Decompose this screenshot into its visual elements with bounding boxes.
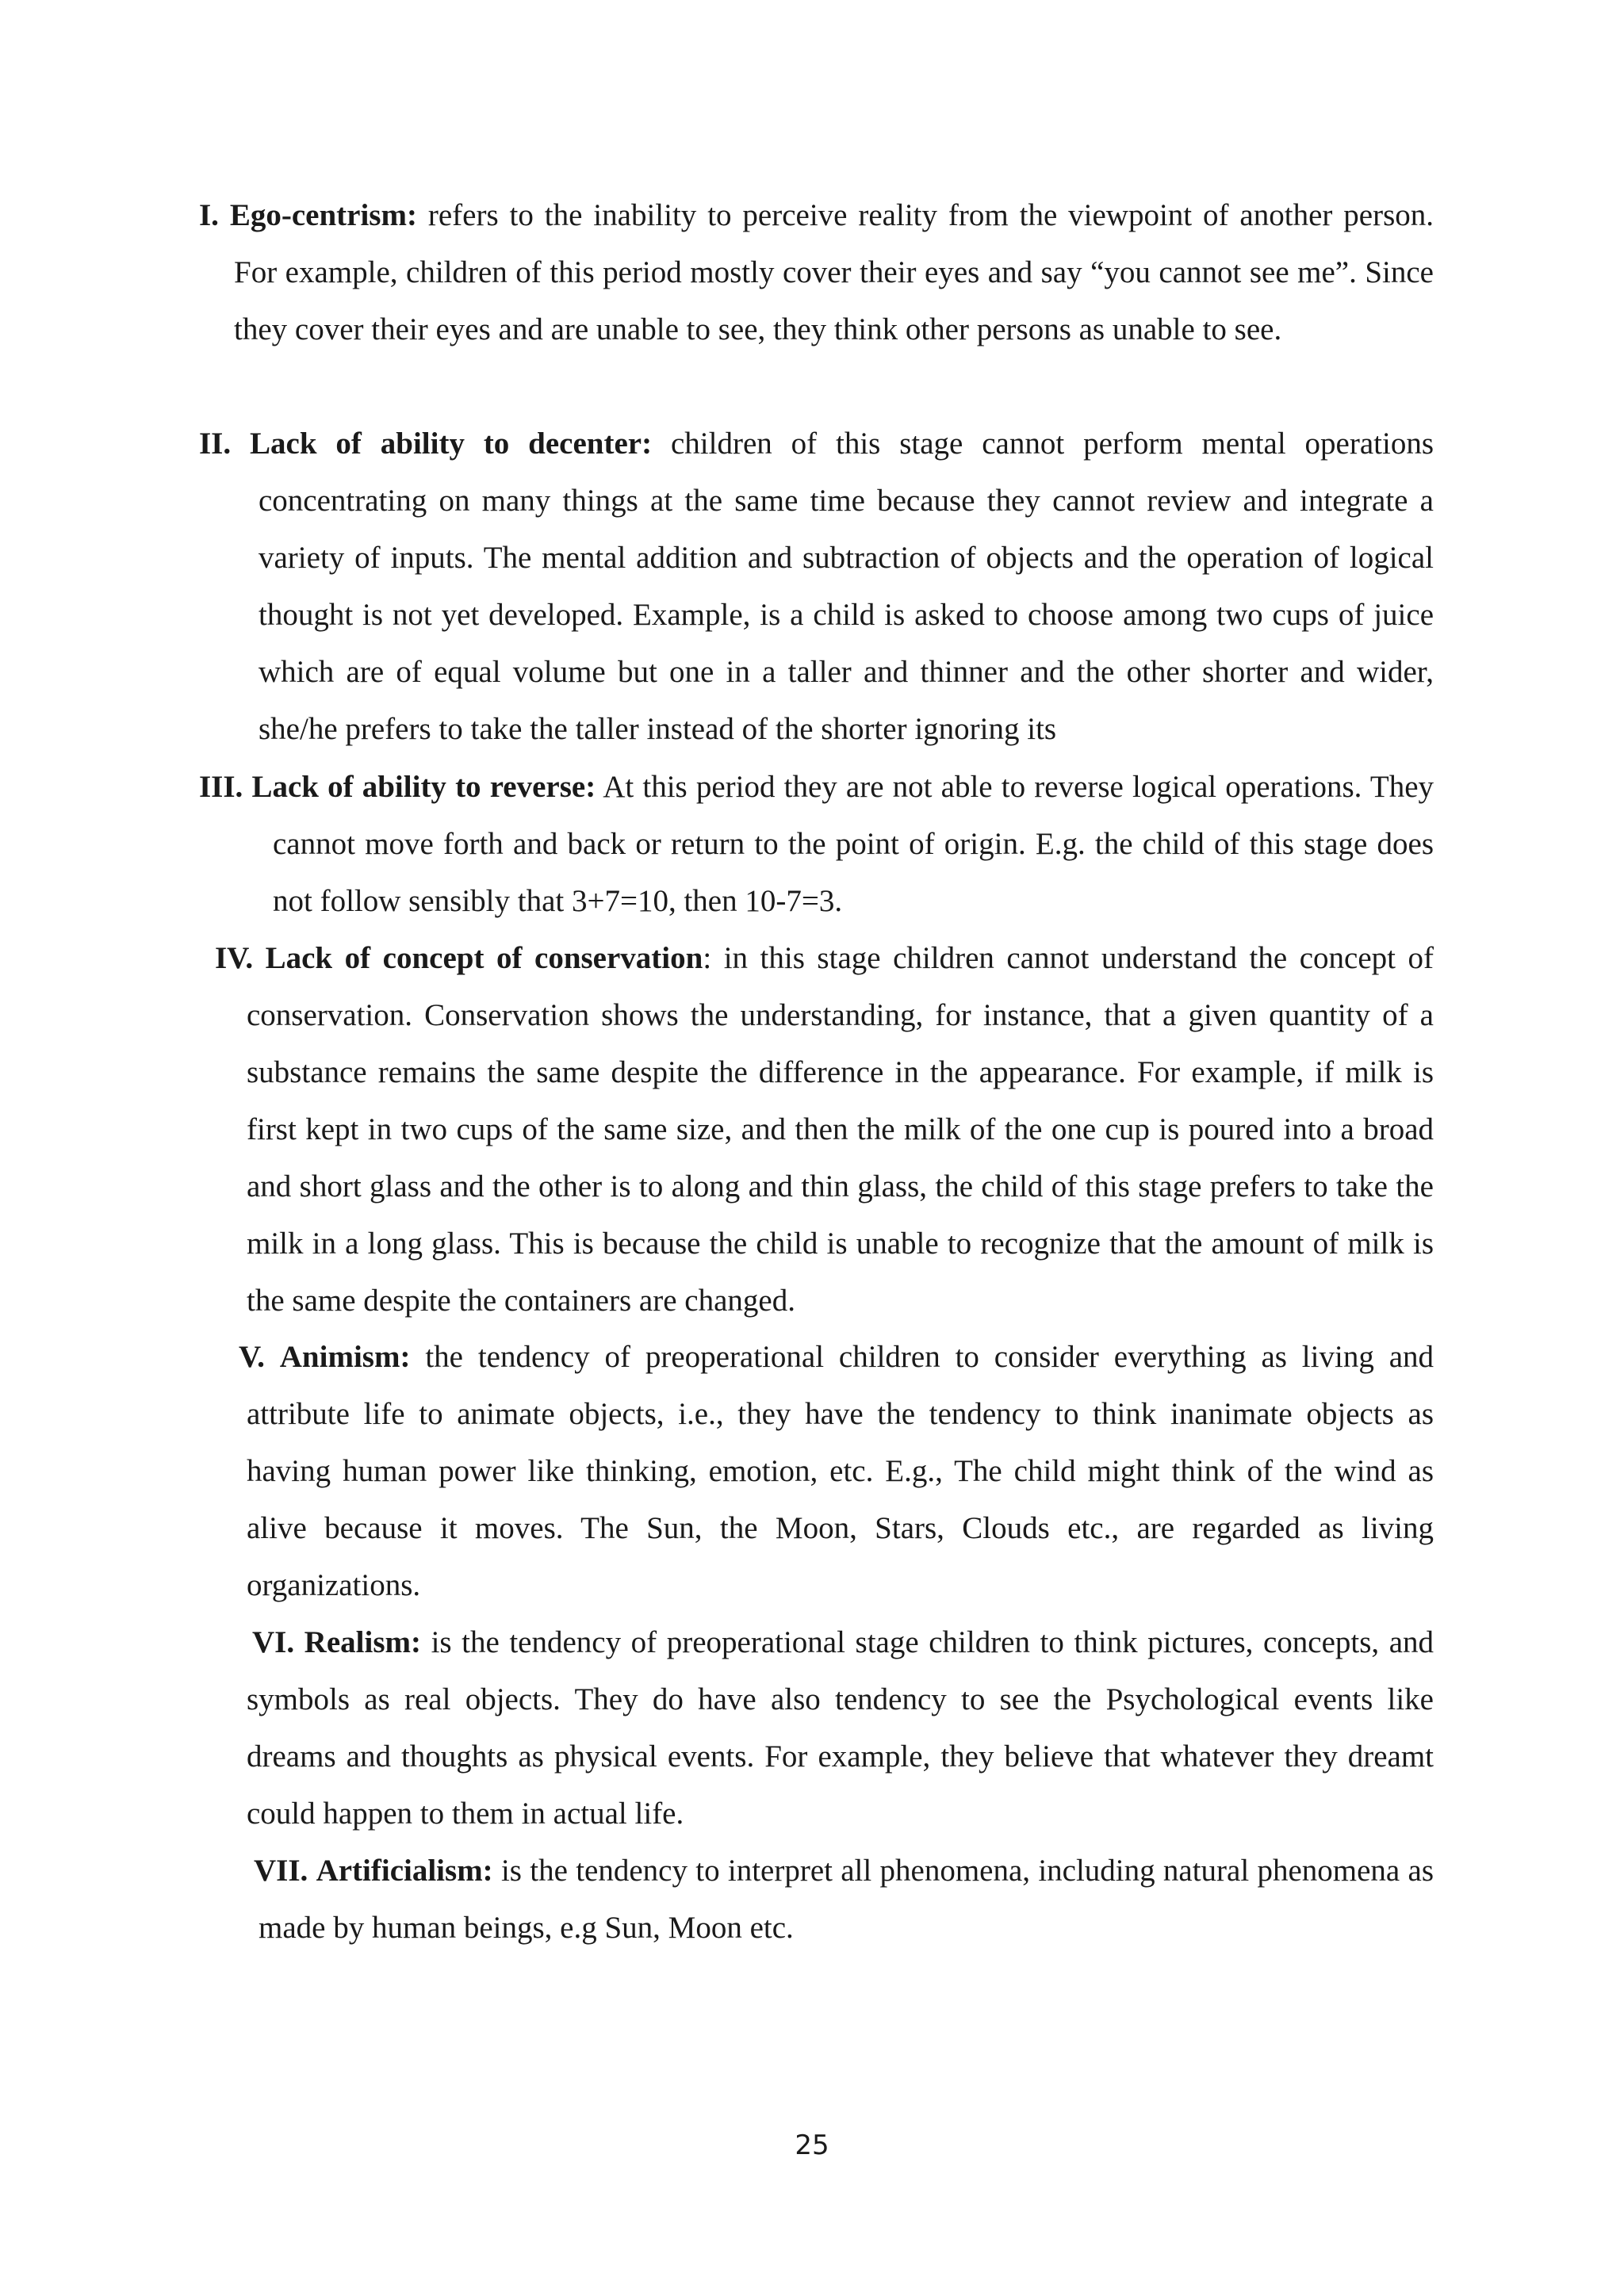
item-term: Realism: (304, 1625, 421, 1659)
item-numeral: I. (199, 198, 219, 232)
list-item-ego-centrism (199, 187, 1434, 358)
item-numeral: II. (199, 427, 232, 461)
item-numeral: III. (199, 770, 243, 804)
item-text: is the tendency to interpret all phenomena, including natural phenomena as made by human beings, e.g Sun, Moon etc. (259, 1854, 1434, 1945)
item-numeral: VII. (254, 1854, 308, 1888)
list-item-artificialism (254, 1843, 1434, 1957)
item-term: Lack of ability to decenter: (250, 427, 653, 461)
list-item-conservation (215, 930, 1434, 1330)
item-text: children of this stage cannot perform mental operations concentrating on many things at the same time because they cannot review and integrate a variety of inputs. The mental addition and subtraction of objects and the operation of logical thought is not yet developed. Example, is a child is asked to choose among two cups of juice which are of equal volume but one in a taller and thinner and the other shorter and wider, she/he prefers to take the taller instead of the shorter ignoring its (259, 427, 1434, 746)
item-numeral: VI. (252, 1625, 295, 1659)
item-term: Lack of concept of conservation (265, 941, 703, 975)
list-item-decenter (199, 415, 1434, 758)
item-text: the tendency of preoperational children to consider everything as living and attribute life to animate objects, i.e., they have the tendency to think inanimate objects as having human power like thinking, emotion, etc. E.g., The child might think of the wind as alive because it moves. The Sun, the Moon, Stars, Clouds etc., are regarded as living organizations. (247, 1340, 1434, 1602)
list-item-animism (239, 1329, 1434, 1614)
item-text: is the tendency of preoperational stage children to think pictures, concepts, and symbols as real objects. They do have also tendency to see the Psychological events like dreams and thoughts as physical events. For example, they believe that whatever they dreamt could happen to them in actual life. (247, 1625, 1434, 1831)
item-text: At this period they are not able to reverse logical operations. They cannot move forth and back or return to the point of origin. E.g. the child of this stage does not follow sensibly that 3+7=10, then 10-7=3. (273, 770, 1434, 918)
item-term: Animism: (279, 1340, 411, 1374)
list-item-reverse (199, 759, 1434, 930)
item-term: Ego-centrism: (229, 198, 417, 232)
list-item-realism (247, 1614, 1434, 1843)
page-number: 25 (795, 2130, 829, 2161)
item-term: Lack of ability to reverse: (251, 770, 596, 804)
item-numeral: V. (239, 1340, 265, 1374)
item-text: refers to the inability to perceive reality from the viewpoint of another person. For example, children of this period mostly cover their eyes and say “you cannot see me”. Since they cover their eyes and are unable to see, they think other persons as unable to see. (234, 198, 1434, 346)
item-text: : in this stage children cannot understand the concept of conservation. Conservation shows the understanding, for instance, that a given quantity of a substance remains the same despite the difference in the appearance. For example, if milk is first kept in two cups of the same size, and then the milk of the one cup is poured into a broad and short glass and the other is to along and thin glass, the child of this stage prefers to take the milk in a long glass. This is because the child is unable to recognize that the amount of milk is the same despite the containers are changed. (247, 941, 1434, 1318)
item-term: Artificialism: (316, 1854, 493, 1888)
item-numeral: IV. (215, 941, 254, 975)
